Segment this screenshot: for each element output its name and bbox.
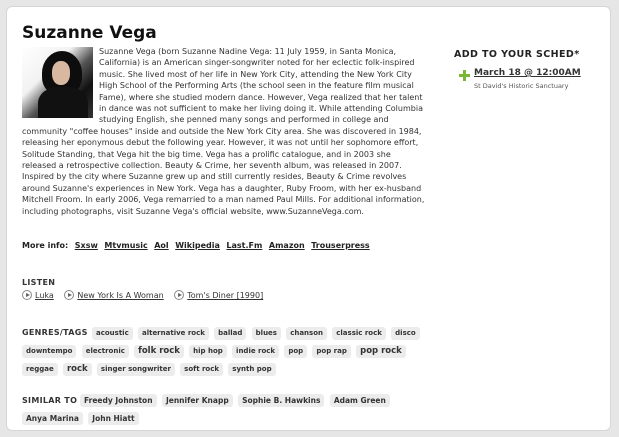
genre-tag[interactable]: pop rap <box>312 345 350 358</box>
similar-artist-tag[interactable]: Adam Green <box>330 394 390 407</box>
link-sxsw[interactable]: Sxsw <box>74 241 98 250</box>
link-trouserpress[interactable]: Trouserpress <box>311 241 370 250</box>
similar-artist-tag[interactable]: John Hiatt <box>88 412 138 425</box>
plus-icon[interactable] <box>459 70 470 81</box>
play-icon[interactable] <box>174 290 184 300</box>
track-item[interactable] <box>22 290 54 300</box>
genre-tag[interactable]: pop rock <box>356 345 406 358</box>
similar-label: SIMILAR TO <box>22 396 78 405</box>
track-link[interactable]: Tom's Diner [1990] <box>187 291 264 300</box>
link-mtvmusic[interactable]: Mtvmusic <box>104 241 148 250</box>
similar-artist-tag[interactable]: Freedy Johnston <box>80 394 157 407</box>
artist-card <box>6 6 611 431</box>
link-wikipedia[interactable]: Wikipedia <box>175 241 220 250</box>
genre-tag[interactable]: folk rock <box>134 345 184 358</box>
link-aol[interactable]: Aol <box>154 241 169 250</box>
sched-title <box>454 49 580 60</box>
sched-title-text: ADD TO YOUR SCHED <box>454 49 575 60</box>
genre-tag[interactable]: singer songwriter <box>97 363 175 376</box>
bio-text: Suzanne Vega (born Suzanne Nadine Vega: 11 July 1959, in Santa Monica, California) is an American singer-songwriter noted for her eclectic folk-inspired music. She lived most of her life in New York City, attending the New York City High School of the Performing Arts (the school seen in the feature film musical Fame), where she studied modern dance. However, Vega realized that her talent in dance was not sufficient to make her living doing it. While attending Columbia studying English, she penned many songs and performed in college and community "coffee houses" inside and outside the New York City area. She was discovered in 1984, releasing her eponymous debut the following year. However, it was not until her sophomore effort, Solitude Standing, that Vega hit the big time. Vega has a prolific catalogue, and in 2003 she released a retrospective collection. Beauty & Crime, her seventh album, was released in 2007. Inspired by the city where Suzanne grew up and still currently resides, Beauty & Crime revolves around Suzanne's experiences in New York. Vega has a daughter, Ruby Froom, with her ex-husband Mitchell Froom. In early 2006, Vega remarried to a man named Paul Mills. For additional information, including photographs, visit Suzanne Vega's official website, www.SuzanneVega.com. <box>22 47 425 216</box>
genre-tag[interactable]: electronic <box>82 345 129 358</box>
listen-label: LISTEN <box>22 278 56 287</box>
genre-tag[interactable]: disco <box>391 327 420 340</box>
track-link[interactable]: New York Is A Woman <box>77 291 164 300</box>
more-info <box>22 241 370 250</box>
track-item[interactable] <box>174 290 263 300</box>
genre-tag[interactable]: downtempo <box>22 345 76 358</box>
genre-tag[interactable]: hip hop <box>189 345 227 358</box>
genre-tag[interactable]: classic rock <box>332 327 386 340</box>
genre-tag[interactable]: blues <box>252 327 281 340</box>
similar-artist-tag[interactable]: Jennifer Knapp <box>162 394 233 407</box>
genre-tag[interactable]: pop <box>284 345 307 358</box>
link-amazon[interactable]: Amazon <box>268 241 305 250</box>
link-lastfm[interactable]: Last.Fm <box>226 241 263 250</box>
genre-tag[interactable]: chanson <box>286 327 327 340</box>
similar-artist-tag[interactable]: Anya Marina <box>22 412 83 425</box>
sched-venue: St David's Historic Sanctuary <box>474 82 569 90</box>
track-item[interactable] <box>64 290 163 300</box>
play-icon[interactable] <box>64 290 74 300</box>
similar-artists <box>22 392 452 428</box>
play-icon[interactable] <box>22 290 32 300</box>
genre-tag[interactable]: alternative rock <box>138 327 209 340</box>
more-info-label: More info: <box>22 241 69 250</box>
genre-tag[interactable]: rock <box>63 363 92 376</box>
sched-title-mark: * <box>574 49 580 60</box>
genre-tag[interactable]: synth pop <box>228 363 275 376</box>
genre-tag[interactable]: reggae <box>22 363 58 376</box>
track-list <box>22 290 271 300</box>
similar-artist-tag[interactable]: Sophie B. Hawkins <box>238 394 324 407</box>
genre-tag[interactable]: soft rock <box>180 363 223 376</box>
artist-name: Suzanne Vega <box>22 23 157 43</box>
genre-tags <box>22 324 442 378</box>
sched-date-link[interactable]: March 18 @ 12:00AM <box>474 68 581 78</box>
genre-tag[interactable]: ballad <box>214 327 246 340</box>
artist-photo <box>22 47 93 118</box>
genre-tag[interactable]: indie rock <box>232 345 279 358</box>
genres-label: GENRES/TAGS <box>22 328 88 337</box>
track-link[interactable]: Luka <box>35 291 54 300</box>
genre-tag[interactable]: acoustic <box>92 327 133 340</box>
